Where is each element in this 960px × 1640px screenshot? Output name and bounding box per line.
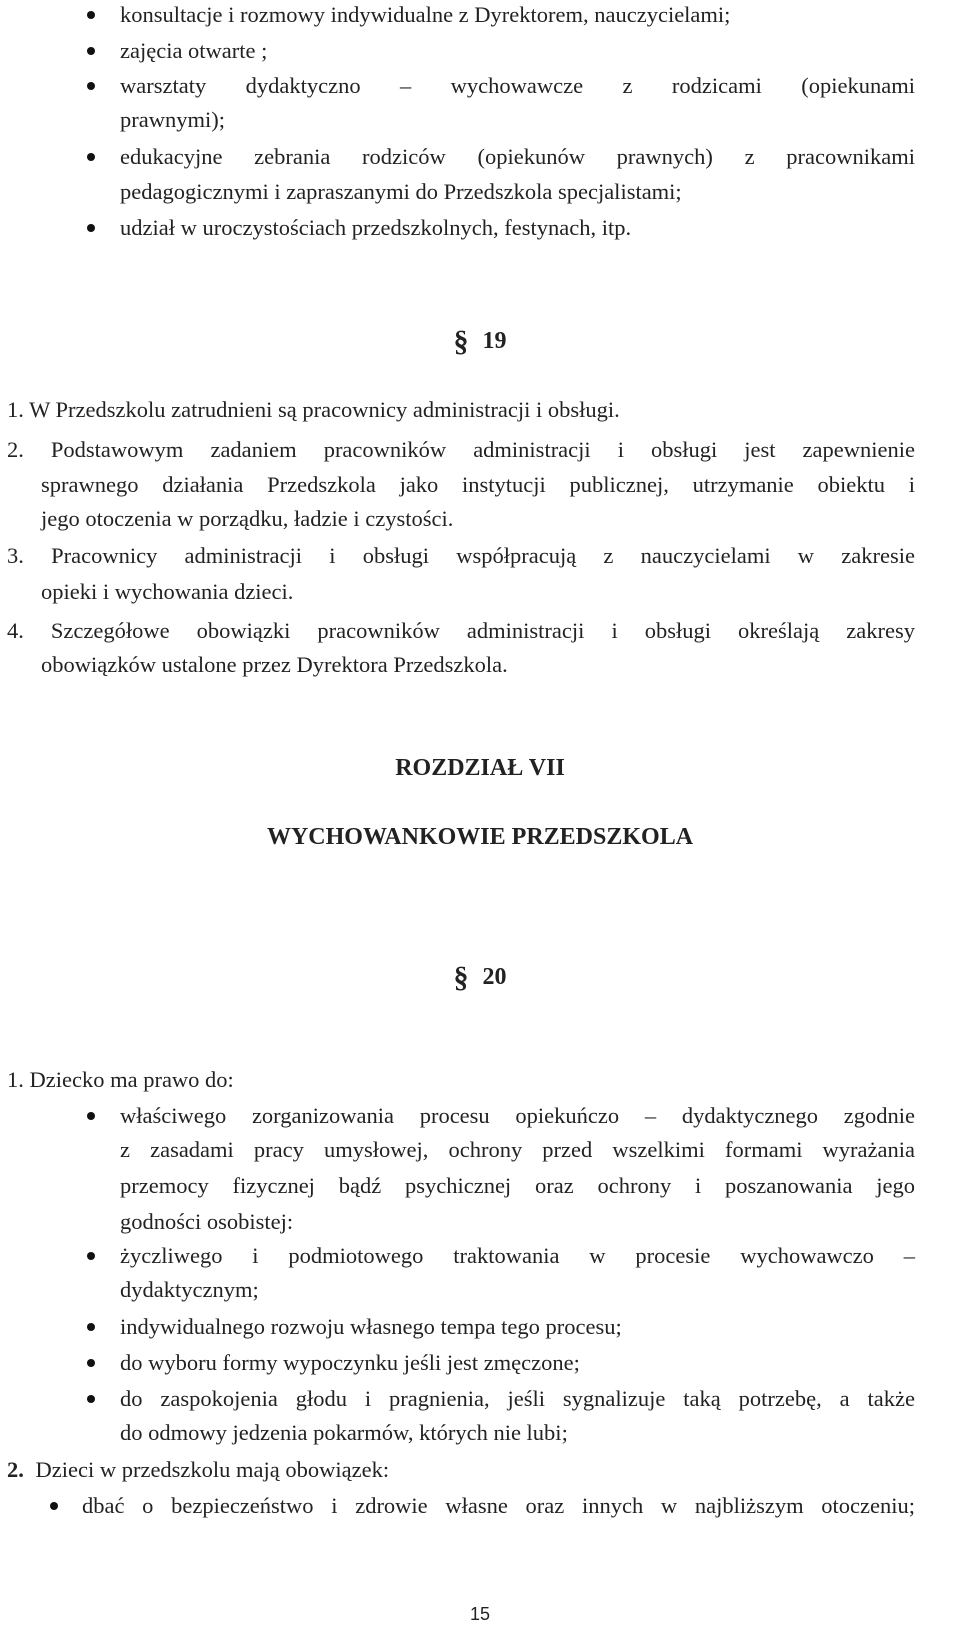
bullet-icon [87,1252,95,1260]
list-item-line: przemocy fizycznej bądź psychicznej oraz ochrony i poszanowania jego [120,1173,915,1198]
bullet-icon [50,1502,58,1510]
chapter-subtitle: WYCHOWANKOWIE PRZEDSZKOLA [266,824,694,850]
numbered-item: 1. W Przedszkolu zatrudnieni są pracownicy administracji i obsługi. [7,397,620,422]
bullet-icon [87,11,95,19]
numbered-item-line: jego otoczenia w porządku, ładzie i czystości. [41,506,454,531]
bullet-icon [87,153,95,161]
numbered-item-line: opieki i wychowania dzieci. [41,579,294,604]
chapter-title: ROZDZIAŁ VII [395,755,565,781]
numbered-item-line: 4. Szczegółowe obowiązki pracowników administracji i obsługi określają zakresy [7,618,915,643]
section-heading-19 [0,326,960,357]
bullet-icon [87,1359,95,1367]
list-item-line: edukacyjne zebrania rodziców (opiekunów prawnych) z pracownikami [120,144,915,169]
list-item-line: warsztaty dydaktyczno – wychowawcze z rodzicami (opiekunami [120,73,915,98]
section-number: 19 [482,328,507,354]
page-number: 15 [469,1604,491,1624]
list-item-line: dydaktycznym; [120,1277,259,1302]
section-symbol: § [453,961,469,994]
list-item-line: do zaspokojenia głodu i pragnienia, jeśli sygnalizuje taką potrzebę, a także [120,1386,915,1411]
list-item-line: właściwego zorganizowania procesu opiekuńczo – dydaktycznego zgodnie [120,1103,915,1128]
section-number: 20 [482,964,507,990]
list-item-line: prawnymi); [120,107,225,132]
list-item-line: pedagogicznymi i zapraszanymi do Przedszkola specjalistami; [120,179,682,204]
bullet-icon [87,1395,95,1403]
list-item-line: do odmowy jedzenia pokarmów, których nie lubi; [120,1420,568,1445]
list-item: konsultacje i rozmowy indywidualne z Dyrektorem, nauczycielami; [120,2,731,27]
section-symbol: § [453,325,469,358]
numbered-item-2 [7,1456,389,1484]
item-text: Dzieci w przedszkolu mają obowiązek: [35,1457,390,1482]
list-item: dbać o bezpieczeństwo i zdrowie własne oraz innych w najbliższym otoczeniu; [82,1493,915,1518]
bullet-icon [87,1112,95,1120]
numbered-item-line: sprawnego działania Przedszkola jako instytucji publicznej, utrzymanie obiektu i [41,472,915,497]
bullet-icon [87,224,95,232]
list-item-line: godności osobistej: [120,1209,294,1234]
numbered-item: 1. Dziecko ma prawo do: [7,1067,234,1092]
item-number: 2. [7,1457,24,1482]
list-item: udział w uroczystościach przedszkolnych, festynach, itp. [120,215,632,240]
bullet-icon [87,1323,95,1331]
list-item-line: z zasadami pracy umysłowej, ochrony przed wszelkimi formami wyrażania [120,1137,915,1162]
bullet-icon [87,82,95,90]
numbered-item-line: 3. Pracownicy administracji i obsługi współpracują z nauczycielami w zakresie [7,543,915,568]
section-heading-20 [0,962,960,993]
numbered-item-line: 2. Podstawowym zadaniem pracowników administracji i obsługi jest zapewnienie [7,437,915,462]
bullet-icon [87,47,95,55]
list-item-line: życzliwego i podmiotowego traktowania w procesie wychowawczo – [120,1243,915,1268]
numbered-item-line: obowiązków ustalone przez Dyrektora Przedszkola. [41,652,508,677]
list-item: zajęcia otwarte ; [120,38,268,63]
list-item: do wyboru formy wypoczynku jeśli jest zmęczone; [120,1350,580,1375]
list-item: indywidualnego rozwoju własnego tempa tego procesu; [120,1314,622,1339]
